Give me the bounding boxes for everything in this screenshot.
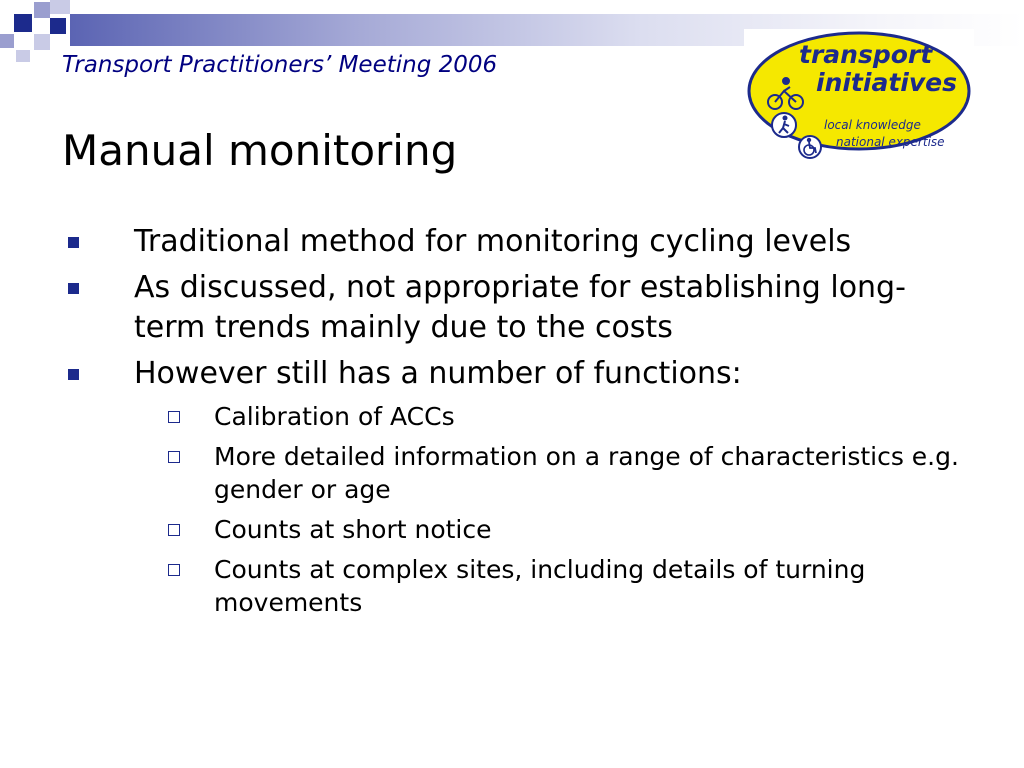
decor-square [16,50,30,62]
list-item [134,354,974,394]
square-bullet-icon [68,237,79,248]
transport-initiatives-logo [744,29,974,161]
list-item [134,268,974,348]
decor-square [34,34,50,50]
decor-square [50,0,70,14]
logo-line2: initiatives [816,68,957,97]
square-bullet-icon [68,369,79,380]
list-item-text: However still has a number of functions: [134,356,742,391]
sub-list-item [214,400,974,433]
sub-list-item [214,513,974,546]
wheelchair-icon [799,136,821,158]
list-item-text: As discussed, not appropriate for establishing long-term trends mainly due to the costs [134,270,906,345]
sub-list-item-text: Counts at complex sites, including details of turning movements [214,555,866,617]
sub-list-item-text: Calibration of ACCs [214,402,455,431]
hollow-square-bullet-icon [168,524,180,536]
square-bullet-icon [68,283,79,294]
sub-list-item-text: Counts at short notice [214,515,492,544]
pedestrian-icon [772,113,796,137]
logo-tagline1: local knowledge [824,118,921,132]
hollow-square-bullet-icon [168,564,180,576]
bullet-list [0,222,1024,626]
logo-tagline2: national expertise [836,135,945,149]
decor-square [50,18,66,34]
list-item [134,222,974,262]
decor-square [34,2,50,18]
hollow-square-bullet-icon [168,451,180,463]
sub-list-item [214,440,974,506]
decor-square [0,34,14,48]
logo-line1: transport [799,40,933,69]
meeting-subtitle: Transport Practitioners’ Meeting 2006 [62,52,498,78]
sub-list-item [214,553,974,619]
slide-title: Manual monitoring [62,126,458,175]
sub-list-item-text: More detailed information on a range of characteristics e.g. gender or age [214,442,959,504]
decor-square [14,14,32,32]
hollow-square-bullet-icon [168,411,180,423]
list-item-text: Traditional method for monitoring cycling levels [134,224,852,259]
